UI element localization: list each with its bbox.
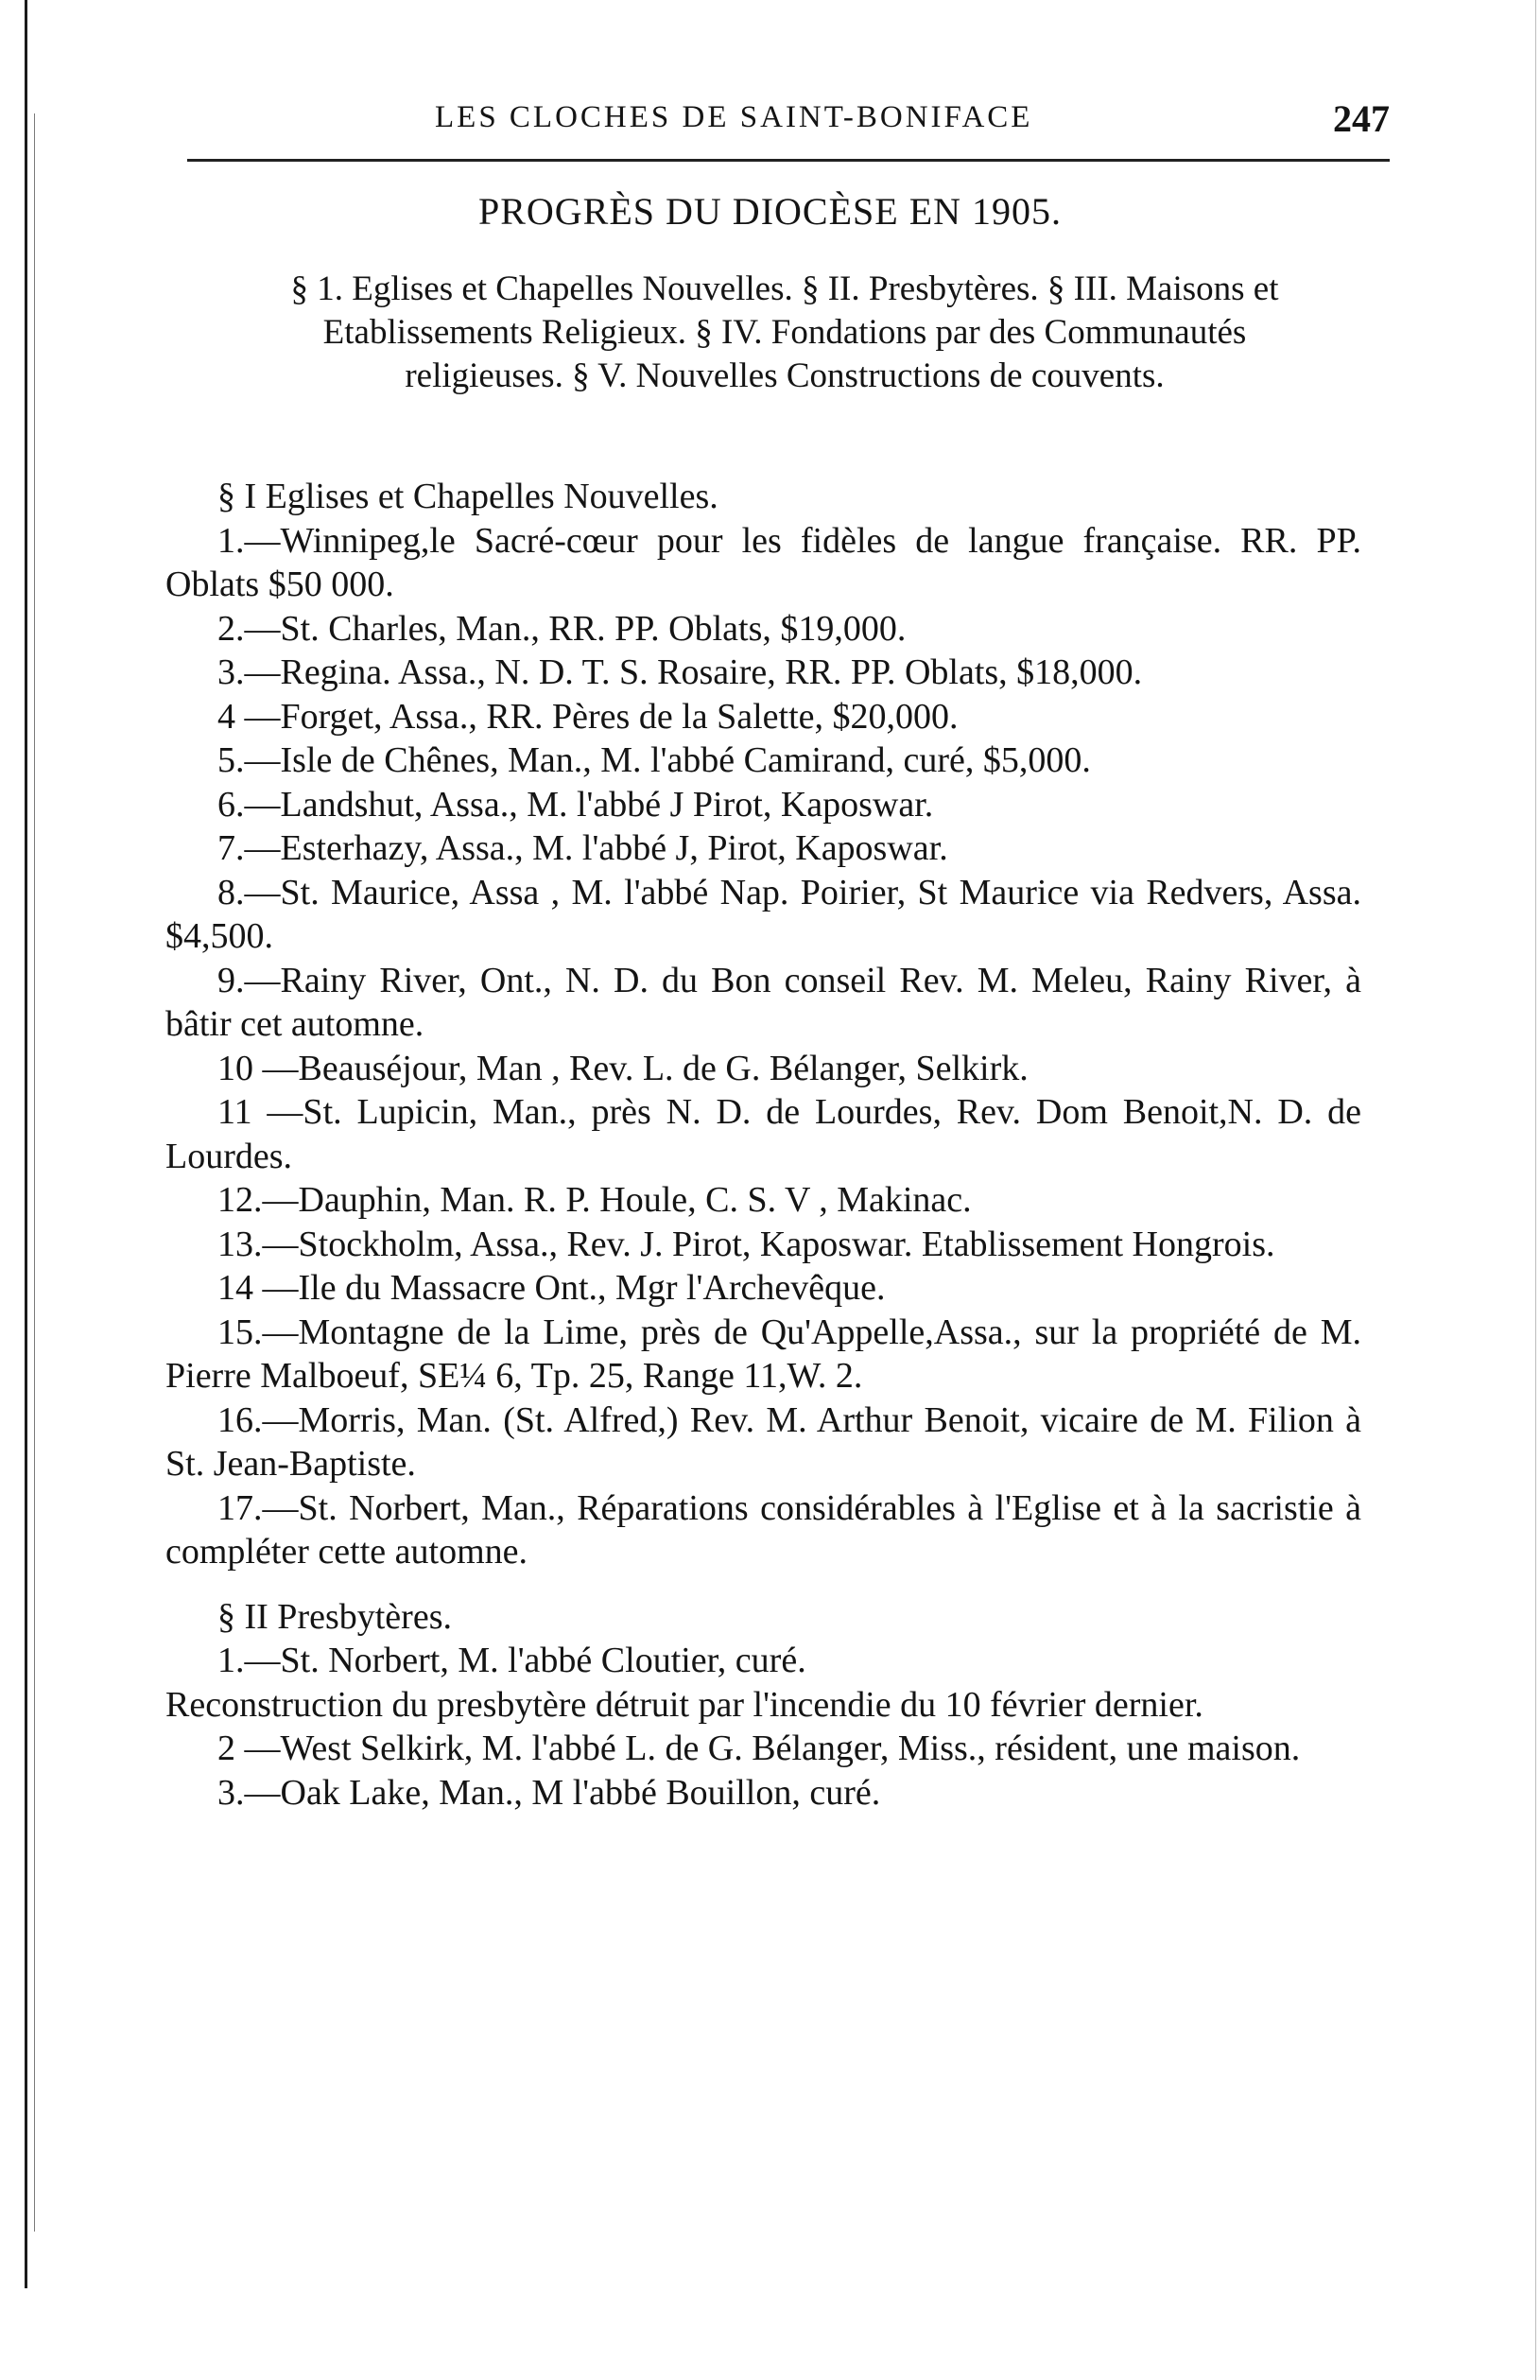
body-text [165, 475, 1361, 1815]
running-header [165, 96, 1390, 146]
list-item: 7.—Esterhazy, Assa., M. l'abbé J, Pirot, Kaposwar. [217, 828, 948, 868]
header-divider [187, 159, 1390, 162]
list-item: 4 —Forget, Assa., RR. Pères de la Salette, $20,000. [217, 696, 959, 737]
section-summary: § 1. Eglises et Chapelles Nouvelles. § II. Presbytères. § III. Maisons et Etablissements Religieux. § IV. Fondations par des Communautés religieuses. § V. Nouvelles Constructions de couvents. [290, 269, 1279, 395]
list-item: 11 —St. Lupicin, Man., près N. D. de Lourdes, Rev. Dom Benoit,N. D. de Lourdes. [165, 1092, 1361, 1176]
list-item: 1.—Winnipeg,le Sacré-cœur pour les fidèles de langue française. RR. PP. Oblats $50 000. [165, 520, 1361, 604]
list-item: 2.—St. Charles, Man., RR. PP. Oblats, $19,000. [217, 608, 907, 649]
binding-edge-line [25, 0, 27, 2288]
list-item: 16.—Morris, Man. (St. Alfred,) Rev. M. Arthur Benoit, vicaire de M. Filion à St. Jean-Baptiste. [165, 1399, 1361, 1484]
list-item: 8.—St. Maurice, Assa , M. l'abbé Nap. Poirier, St Maurice via Redvers, Assa. $4,500. [165, 872, 1361, 956]
list-item: 3.—Regina. Assa., N. D. T. S. Rosaire, RR. PP. Oblats, $18,000. [217, 652, 1143, 692]
list-item: 10 —Beauséjour, Man , Rev. L. de G. Bélanger, Selkirk. [217, 1048, 1029, 1088]
list-item: Reconstruction du presbytère détruit par l'incendie du 10 février dernier. [165, 1684, 1203, 1725]
list-item: 3.—Oak Lake, Man., M l'abbé Bouillon, curé. [217, 1772, 881, 1813]
list-item: 14 —Ile du Massacre Ont., Mgr l'Archevêque. [217, 1268, 886, 1308]
page-number: 247 [1333, 97, 1390, 140]
list-item: 17.—St. Norbert, Man., Réparations considérables à l'Eglise et à la sacristie à compléter cette automne. [165, 1487, 1361, 1572]
list-item: 5.—Isle de Chênes, Man., M. l'abbé Camirand, curé, $5,000. [217, 740, 1091, 780]
binding-edge-shadow [34, 113, 35, 2232]
running-title: LES CLOCHES DE SAINT-BONIFACE [435, 100, 1033, 134]
page-right-edge [1535, 0, 1536, 2380]
section-heading: § II Presbytères. [217, 1596, 452, 1637]
list-item: 13.—Stockholm, Assa., Rev. J. Pirot, Kaposwar. Etablissement Hongrois. [217, 1224, 1275, 1264]
list-item: 9.—Rainy River, Ont., N. D. du Bon conseil Rev. M. Meleu, Rainy River, à bâtir cet automne. [165, 960, 1361, 1044]
list-item: 12.—Dauphin, Man. R. P. Houle, C. S. V , Makinac. [217, 1180, 972, 1220]
chapter-title: PROGRÈS DU DIOCÈSE EN 1905. [477, 190, 1063, 233]
list-item: 6.—Landshut, Assa., M. l'abbé J Pirot, Kaposwar. [217, 784, 934, 825]
section-heading: § I Eglises et Chapelles Nouvelles. [217, 477, 718, 516]
list-item: 15.—Montagne de la Lime, près de Qu'Appelle,Assa., sur la propriété de M. Pierre Malboeuf, SE¼ 6, Tp. 25, Range 11,W. 2. [165, 1312, 1361, 1396]
list-item: 2 —West Selkirk, M. l'abbé L. de G. Bélanger, Miss., résident, une maison. [217, 1729, 1301, 1768]
list-item: 1.—St. Norbert, M. l'abbé Cloutier, curé. [217, 1641, 806, 1680]
